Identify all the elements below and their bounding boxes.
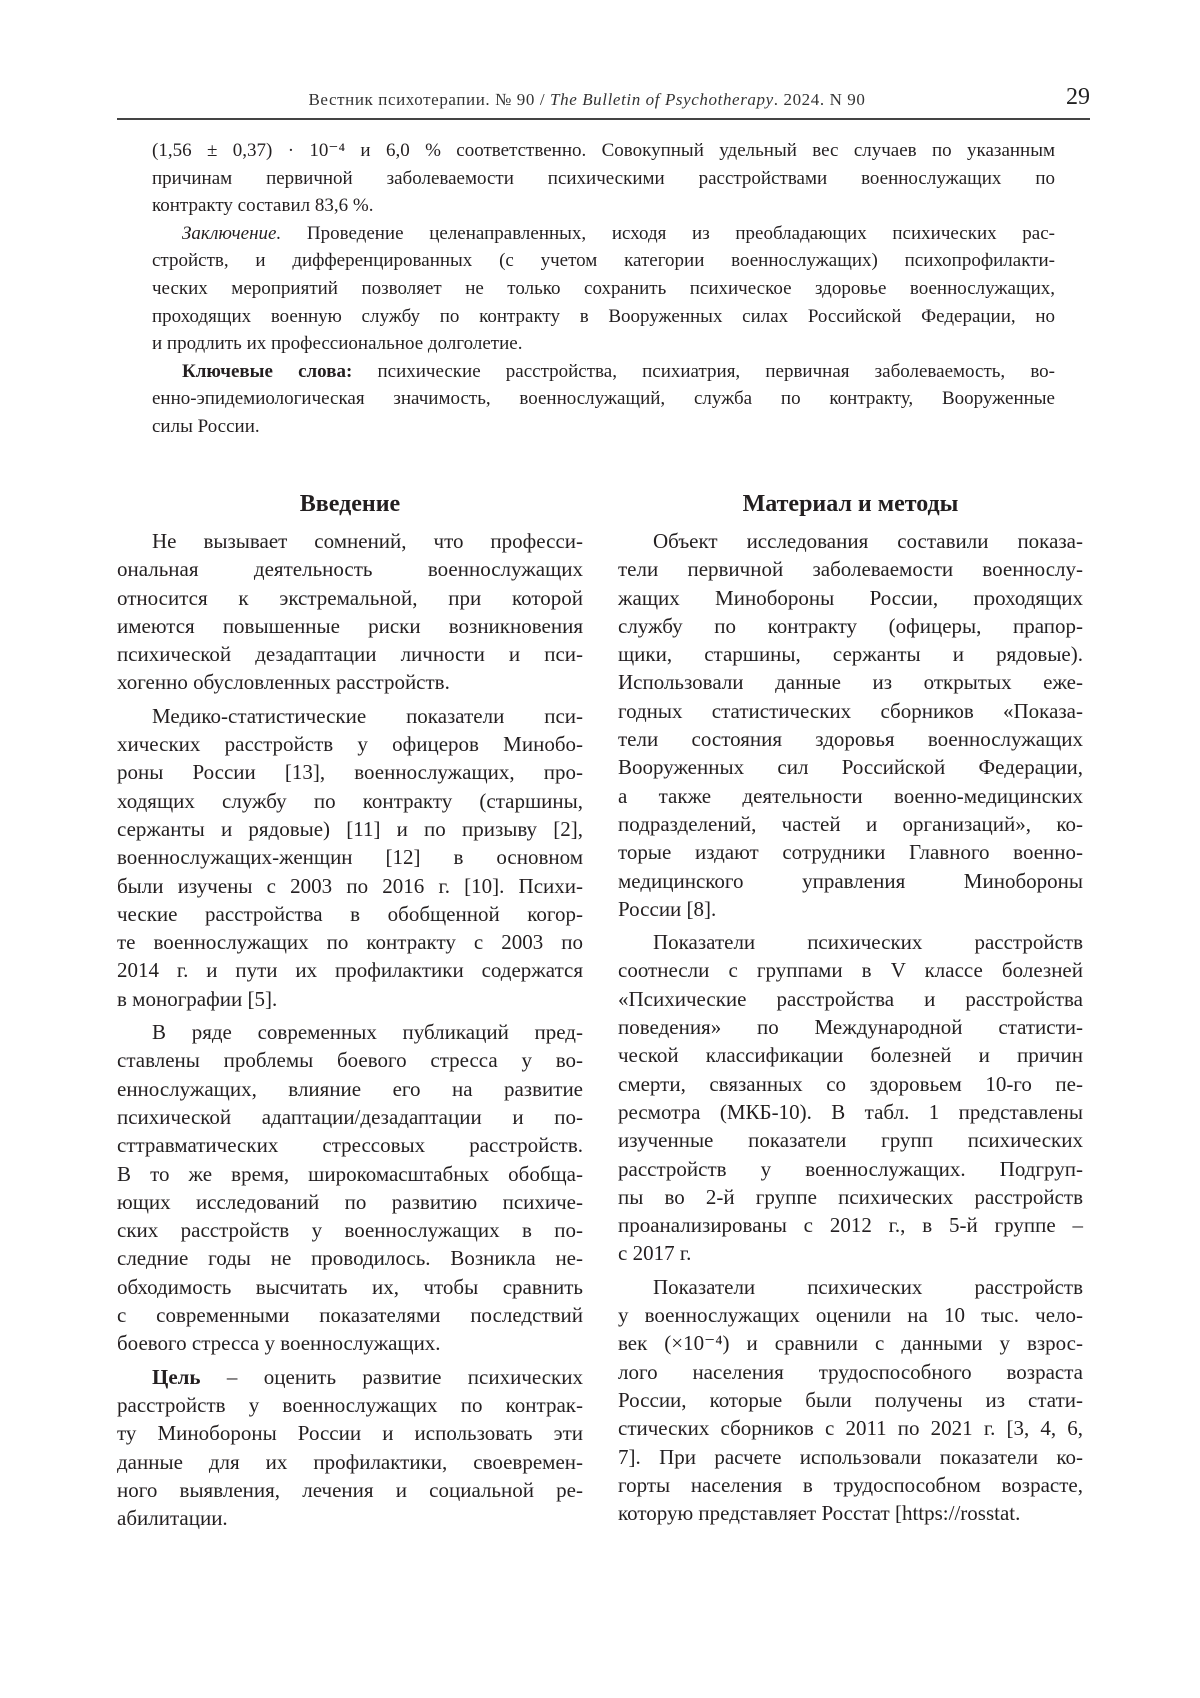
text-line: были изучены с 2003 по 2016 г. [10]. Психи- — [117, 872, 583, 900]
text-line — [152, 358, 1055, 386]
bold-lead-label: Цель — [152, 1365, 201, 1389]
text-line: данные для их профилактики, своевремен- — [117, 1448, 583, 1476]
text-line: ющих исследований по развитию психиче- — [117, 1188, 583, 1216]
text-line: расстройств у военнослужащих. Подгруп- — [618, 1155, 1083, 1183]
text-line: ного выявления, лечения и социальной ре- — [117, 1476, 583, 1504]
text-line: России, которые были получены из стати- — [618, 1386, 1083, 1414]
text-line: причинам первичной заболеваемости психическими расстройствами военнослужащих по — [152, 165, 1055, 193]
section-introduction — [117, 487, 583, 1537]
text-line: Использовали данные из открытых еже- — [618, 668, 1083, 696]
line-text: – оценить развитие психических — [201, 1365, 583, 1389]
text-line: тели состояния здоровья военнослужащих — [618, 725, 1083, 753]
text-line: ставлены проблемы боевого стресса у во- — [117, 1046, 583, 1074]
text-line: ских расстройств у военнослужащих в по- — [117, 1216, 583, 1244]
text-line: военнослужащих-женщин [12] в основном — [117, 843, 583, 871]
line-text: психические расстройства, психиатрия, первичная заболеваемость, во- — [352, 361, 1055, 382]
text-line: стройств, и дифференцированных (с учетом категории военнослужащих) психопрофилакти- — [152, 247, 1055, 275]
text-line: следние годы не проводилось. Возникла не- — [117, 1244, 583, 1272]
text-line: енно-эпидемиологическая значимость, военнослужащий, служба по контракту, Вооруженные — [152, 385, 1055, 413]
text-line: годных статистических сборников «Показа- — [618, 697, 1083, 725]
section-heading: Введение — [117, 487, 583, 521]
running-header — [117, 86, 1090, 116]
text-line: относится к экстремальной, при которой — [117, 584, 583, 612]
text-line: поведения» по Международной статисти- — [618, 1013, 1083, 1041]
text-line: у военнослужащих оценили на 10 тыс. чело- — [618, 1301, 1083, 1329]
text-line: а также деятельности военно-медицинских — [618, 782, 1083, 810]
text-line: сттравматических стрессовых расстройств. — [117, 1131, 583, 1159]
text-line: изученные показатели групп психических — [618, 1126, 1083, 1154]
text-line: стических сборников с 2011 по 2021 г. [3, 4, 6, — [618, 1414, 1083, 1442]
text-line: горты населения в трудоспособном возрасте, — [618, 1471, 1083, 1499]
journal-title-ru: Вестник психотерапии. № 90 — [308, 90, 535, 109]
text-line: Медико-статистические показатели пси- — [117, 702, 583, 730]
text-line: пы во 2-й группе психических расстройств — [618, 1183, 1083, 1211]
text-line: сержанты и рядовые) [11] и по призыву [2], — [117, 815, 583, 843]
text-line: щики, старшины, сержанты и рядовые). — [618, 640, 1083, 668]
text-line: в монографии [5]. — [117, 985, 583, 1013]
text-line: расстройств у военнослужащих по контрак- — [117, 1391, 583, 1419]
paragraph — [117, 1363, 583, 1533]
text-line: ресмотра (МКБ-10). В табл. 1 представлены — [618, 1098, 1083, 1126]
text-line: силы России. — [152, 413, 1055, 441]
text-line: боевого стресса у военнослужащих. — [117, 1329, 583, 1357]
text-line: ходящих службу по контракту (старшины, — [117, 787, 583, 815]
journal-title-en: The Bulletin of Psychotherapy — [550, 90, 774, 109]
text-line: (1,56 ± 0,37) · 10⁻⁴ и 6,0 % соответственно. Совокупный удельный вес случаев по указанным — [152, 137, 1055, 165]
paragraph — [117, 527, 583, 697]
paragraph — [152, 220, 1055, 358]
text-line: которую представляет Росстат [https://rosstat. — [618, 1499, 1083, 1527]
text-line: ческие расстройства в обобщенной когор- — [117, 900, 583, 928]
paragraph — [152, 137, 1055, 220]
paragraph — [618, 1273, 1083, 1528]
text-line: жащих Минобороны России, проходящих — [618, 584, 1083, 612]
text-line — [117, 1363, 583, 1391]
section-materials-methods — [618, 487, 1083, 1532]
abstract — [152, 137, 1055, 441]
text-line: проанализированы с 2012 г., в 5-й группе – — [618, 1211, 1083, 1239]
text-line: хогенно обусловленных расстройств. — [117, 668, 583, 696]
bold-lead-label: Ключевые слова: — [182, 361, 352, 382]
journal-issue: . 2024. N 90 — [774, 90, 866, 109]
text-line: Вооруженных сил Российской Федерации, — [618, 753, 1083, 781]
text-line: обходимость высчитать их, чтобы сравнить — [117, 1273, 583, 1301]
text-line: торые издают сотрудники Главного военно- — [618, 838, 1083, 866]
text-line: подразделений, частей и организаций», ко- — [618, 810, 1083, 838]
text-line: ту Минобороны России и использовать эти — [117, 1419, 583, 1447]
text-line: психической дезадаптации личности и пси- — [117, 640, 583, 668]
text-line: ческой классификации болезней и причин — [618, 1041, 1083, 1069]
paragraph — [117, 702, 583, 1013]
text-line: В то же время, широкомасштабных обобща- — [117, 1160, 583, 1188]
text-line: службу по контракту (офицеры, прапор- — [618, 612, 1083, 640]
text-line: ческих мероприятий позволяет не только сохранить психическое здоровье военнослужащих, — [152, 275, 1055, 303]
section-heading: Материал и методы — [618, 487, 1083, 521]
text-line: с современными показателями последствий — [117, 1301, 583, 1329]
text-line: Показатели психических расстройств — [618, 1273, 1083, 1301]
text-line: абилитации. — [117, 1504, 583, 1532]
text-line: лого населения трудоспособного возраста — [618, 1358, 1083, 1386]
text-line: и продлить их профессиональное долголетие. — [152, 330, 1055, 358]
text-line: психической адаптации/дезадаптации и по- — [117, 1103, 583, 1131]
text-line: проходящих военную службу по контракту в Вооруженных силах Российской Федерации, но — [152, 303, 1055, 331]
page-number: 29 — [1066, 84, 1090, 111]
line-text: Проведение целенаправленных, исходя из преобладающих психических рас- — [281, 223, 1055, 244]
text-line: медицинского управления Минобороны — [618, 867, 1083, 895]
text-line: Не вызывает сомнений, что професси- — [117, 527, 583, 555]
text-line: с 2017 г. — [618, 1239, 1083, 1267]
text-line: ональная деятельность военнослужащих — [117, 555, 583, 583]
title-separator: / — [540, 90, 545, 109]
text-line: Объект исследования составили показа- — [618, 527, 1083, 555]
journal-title — [117, 90, 1057, 110]
text-line: 2014 г. и пути их профилактики содержатся — [117, 956, 583, 984]
text-line: те военнослужащих по контракту с 2003 по — [117, 928, 583, 956]
paragraph — [117, 1018, 583, 1358]
text-line: соотнесли с группами в V классе болезней — [618, 956, 1083, 984]
text-line: 7]. При расчете использовали показатели ко- — [618, 1443, 1083, 1471]
text-line — [152, 220, 1055, 248]
paragraph — [618, 527, 1083, 923]
paragraph — [618, 928, 1083, 1268]
paragraph — [152, 358, 1055, 441]
text-line: роны России [13], военнослужащих, про- — [117, 758, 583, 786]
text-line: контракту составил 83,6 %. — [152, 192, 1055, 220]
text-line: В ряде современных публикаций пред- — [117, 1018, 583, 1046]
text-line: России [8]. — [618, 895, 1083, 923]
text-line: еннослужащих, влияние его на развитие — [117, 1075, 583, 1103]
text-line: «Психические расстройства и расстройства — [618, 985, 1083, 1013]
text-line: имеются повышенные риски возникновения — [117, 612, 583, 640]
conclusion-label: Заключение. — [182, 223, 281, 244]
header-rule — [117, 118, 1090, 120]
text-line: век (×10⁻⁴) и сравнили с данными у взрос- — [618, 1329, 1083, 1357]
text-line: хических расстройств у офицеров Минобо- — [117, 730, 583, 758]
text-line: Показатели психических расстройств — [618, 928, 1083, 956]
text-line: смерти, связанных со здоровьем 10-го пе- — [618, 1070, 1083, 1098]
text-line: тели первичной заболеваемости военнослу- — [618, 555, 1083, 583]
